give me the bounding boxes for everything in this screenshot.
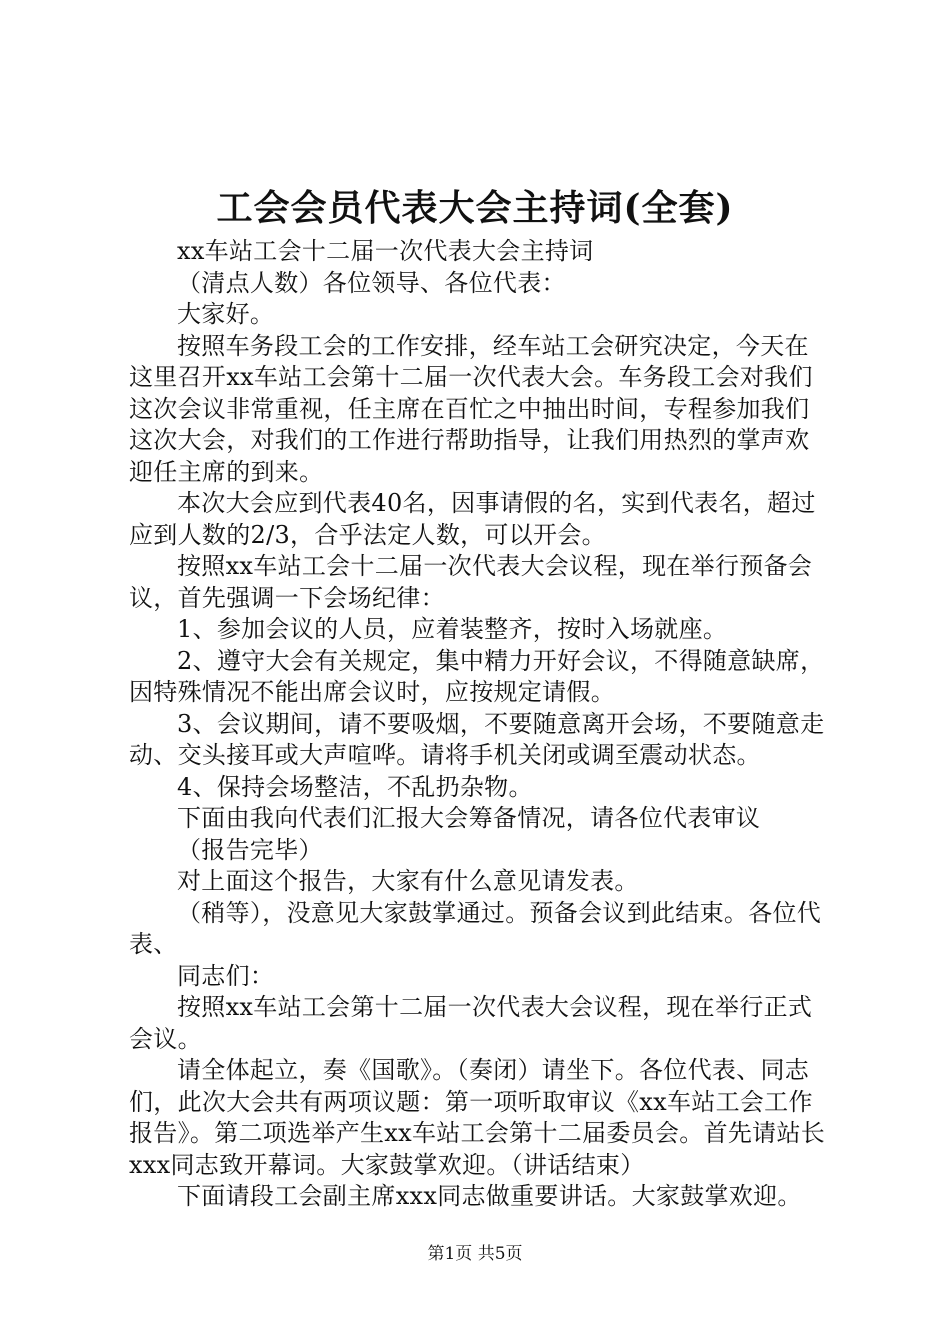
paragraph: 按照xx车站工会第十二届一次代表大会议程，现在举行正式会议。 — [129, 993, 813, 1053]
paragraph: 大家好。 — [177, 300, 275, 328]
paragraph: 下面请段工会副主席xxx同志做重要讲话。大家鼓掌欢迎。 — [177, 1182, 802, 1210]
paragraph: 1、参加会议的人员，应着装整齐，按时入场就座。 — [177, 615, 728, 643]
page-footer: 第1页 共5页 — [427, 1244, 523, 1264]
paragraph: 对上面这个报告，大家有什么意见请发表。 — [177, 867, 639, 895]
paragraph: 本次大会应到代表40名，因事请假的名，实到代表名，超过应到人数的2/3，合乎法定人数，可以开会。 — [129, 489, 816, 549]
paragraph: 同志们： — [177, 961, 275, 990]
paragraph: 2、遵守大会有关规定，集中精力开好会议，不得随意缺席，因特殊情况不能出席会议时，应按规定请假。 — [129, 646, 825, 706]
document-title: 工会会员代表大会主持词(全套) — [216, 187, 734, 229]
paragraph: （清点人数）各位领导、各位代表： — [177, 268, 566, 297]
paragraph: 请全体起立，奏《国歌》。（奏闭）请坐下。各位代表、同志们，此次大会共有两项议题：第一项听取审议《xx车站工会工作报告》。第二项选举产生xx车站工会第十二届委员会。首先请站长xxx同志致开幕词。大家鼓掌欢迎。（讲话结束） — [129, 1056, 826, 1179]
paragraph: 按照车务段工会的工作安排，经车站工会研究决定，今天在这里召开xx车站工会第十二届一次代表大会。车务段工会对我们这次会议非常重视，任主席在百忙之中抽出时间，专程参加我们这次大会，对我们的工作进行帮助指导，让我们用热烈的掌声欢迎任主席的到来。 — [129, 331, 813, 486]
document-body — [129, 236, 829, 1213]
paragraph: 3、会议期间，请不要吸烟，不要随意离开会场，不要随意走动、交头接耳或大声喧哗。请将手机关闭或调至震动状态。 — [129, 709, 825, 769]
paragraph: xx车站工会十二届一次代表大会主持词 — [177, 237, 594, 265]
paragraph: （稍等），没意见大家鼓掌通过。预备会议到此结束。各位代表、 — [129, 898, 822, 958]
paragraph: 下面由我向代表们汇报大会筹备情况，请各位代表审议 — [177, 804, 761, 832]
paragraph: （报告完毕） — [177, 835, 323, 864]
paragraph: 按照xx车站工会十二届一次代表大会议程，现在举行预备会议，首先强调一下会场纪律： — [129, 552, 813, 612]
paragraph: 4、保持会场整洁，不乱扔杂物。 — [177, 772, 533, 801]
